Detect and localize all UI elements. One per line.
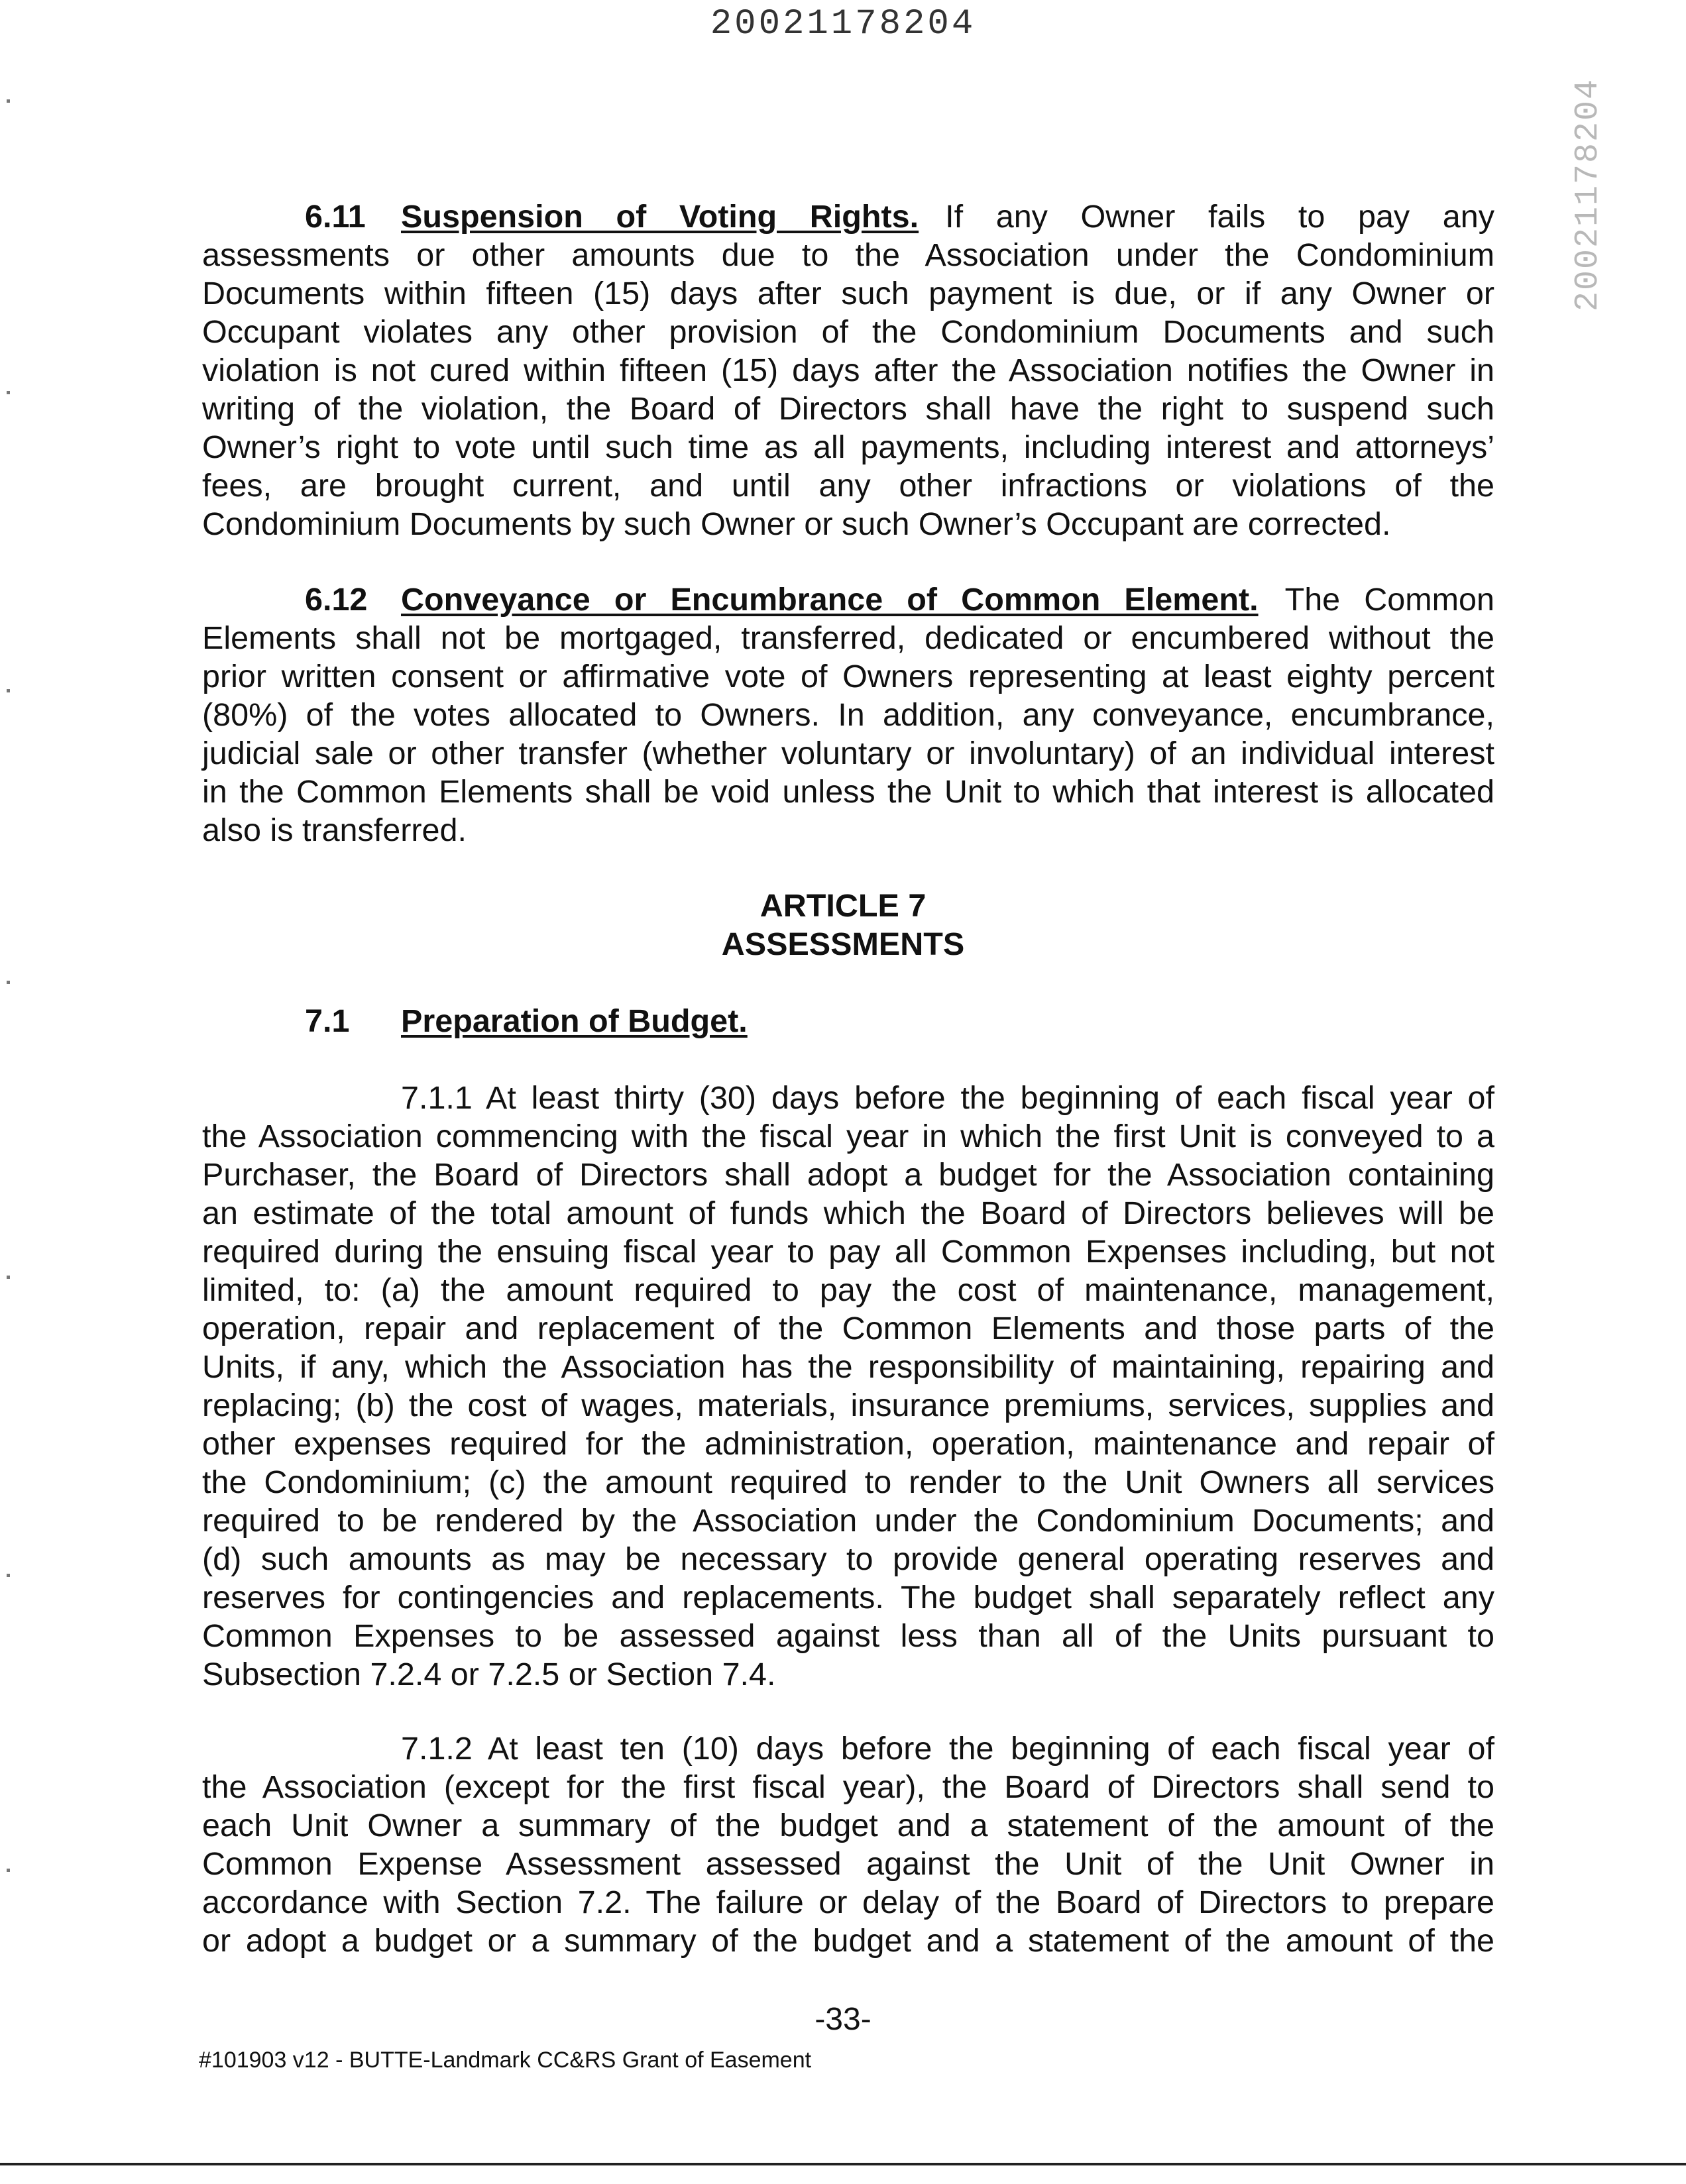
body-line: (80%) of the votes allocated to Owners. In addition, any conveyance, encumbrance,	[202, 697, 1494, 733]
body-line: limited, to: (a) the amount required to pay the cost of maintenance, management,	[202, 1272, 1494, 1308]
body-line: judicial sale or other transfer (whether voluntary or involuntary) of an individual interest	[202, 736, 1494, 771]
page-number: -33-	[815, 2002, 871, 2037]
scan-speck	[7, 1574, 10, 1577]
subsection-7-1-1	[202, 1079, 1494, 1694]
body-line: the Condominium; (c) the amount required to render to the Unit Owners all services	[202, 1464, 1494, 1500]
section-6-11-first-line	[202, 197, 1494, 236]
body-line: Subsection 7.2.4 or 7.2.5 or Section 7.4.	[202, 1657, 776, 1692]
body-line: Elements shall not be mortgaged, transferred, dedicated or encumbered without the	[202, 620, 1494, 656]
article-number: ARTICLE 7	[759, 888, 927, 924]
footer-rule	[0, 2163, 1686, 2165]
body-line: also is transferred.	[202, 812, 467, 848]
body-line: Common Expense Assessment assessed against the Unit of the Unit Owner in	[202, 1846, 1494, 1882]
section-title: Suspension of Voting Rights.	[401, 199, 919, 235]
subsection-first-line	[202, 1079, 1494, 1117]
scan-speck	[7, 1869, 10, 1872]
side-stamp: 20021178204	[1569, 78, 1607, 311]
section-7-1-heading	[202, 1002, 1494, 1040]
body-line: required during the ensuing fiscal year to pay all Common Expenses including, but not	[202, 1234, 1494, 1270]
body-line: Owner’s right to vote until such time as all payments, including interest and attorneys’	[202, 429, 1494, 465]
body-line: prior written consent or affirmative vote of Owners representing at least eighty percent	[202, 659, 1494, 694]
body-line: 7.1.1 At least thirty (30) days before the beginning of each fiscal year of	[401, 1080, 1494, 1116]
section-number: 6.12	[305, 582, 368, 618]
body-line: in the Common Elements shall be void unless the Unit to which that interest is allocated	[202, 774, 1494, 810]
section-title: Conveyance or Encumbrance of Common Element.	[401, 582, 1259, 618]
body-line: accordance with Section 7.2. The failure or delay of the Board of Directors to prepare	[202, 1884, 1494, 1920]
section-title: Preparation of Budget.	[401, 1003, 748, 1039]
body-line: writing of the violation, the Board of Directors shall have the right to suspend such	[202, 391, 1494, 427]
body-line: operation, repair and replacement of the Common Elements and those parts of the	[202, 1311, 1494, 1346]
body-line: assessments or other amounts due to the Association under the Condominium	[202, 237, 1494, 273]
body-line: the Association commencing with the fiscal year in which the first Unit is conveyed to a	[202, 1119, 1494, 1154]
body-line: Condominium Documents by such Owner or such Owner’s Occupant are corrected.	[202, 506, 1391, 542]
body-line: Common Expenses to be assessed against less than all of the Units pursuant to	[202, 1618, 1494, 1654]
body-line: other expenses required for the administration, operation, maintenance and repair of	[202, 1426, 1494, 1462]
scan-speck	[7, 981, 10, 984]
body-line: Documents within fifteen (15) days after such payment is due, or if any Owner or	[202, 276, 1494, 311]
section-number: 7.1	[305, 1003, 350, 1039]
body-line: replacing; (b) the cost of wages, materials, insurance premiums, services, supplies and	[202, 1388, 1494, 1423]
section-6-11	[202, 197, 1494, 543]
body-line: an estimate of the total amount of funds which the Board of Directors believes will be	[202, 1195, 1494, 1231]
section-6-12	[202, 580, 1494, 849]
body-line: each Unit Owner a summary of the budget and a statement of the amount of the	[202, 1808, 1494, 1843]
body-line: Occupant violates any other provision of the Condominium Documents and such	[202, 314, 1494, 350]
body-line: or adopt a budget or a summary of the budget and a statement of the amount of the	[202, 1923, 1494, 1959]
body-line: violation is not cured within fifteen (15) days after the Association notifies the Owner in	[202, 353, 1494, 388]
section-6-12-first-line	[202, 580, 1494, 619]
body-line: (d) such amounts as may be necessary to provide general operating reserves and	[202, 1541, 1494, 1577]
body-line: required to be rendered by the Association under the Condominium Documents; and	[202, 1503, 1494, 1539]
scan-speck	[7, 1276, 10, 1279]
recording-number: 20021178204	[710, 4, 976, 44]
body-line: reserves for contingencies and replacements. The budget shall separately reflect any	[202, 1580, 1494, 1615]
scan-speck	[7, 689, 10, 692]
subsection-7-1-2	[202, 1729, 1494, 1960]
article-heading	[0, 887, 1686, 963]
body-line: If any Owner fails to pay any	[945, 199, 1494, 235]
scan-speck	[7, 99, 10, 103]
section-number: 6.11	[305, 199, 366, 235]
scan-speck	[7, 391, 10, 394]
subsection-first-line	[202, 1729, 1494, 1768]
body-line: Units, if any, which the Association has the responsibility of maintaining, repairing and	[202, 1349, 1494, 1385]
footer-document-id: #101903 v12 - BUTTE-Landmark CC&RS Grant of Easement	[199, 2048, 812, 2073]
body-line: fees, are brought current, and until any other infractions or violations of the	[202, 468, 1494, 504]
body-line: Purchaser, the Board of Directors shall adopt a budget for the Association containing	[202, 1157, 1494, 1193]
body-line: the Association (except for the first fiscal year), the Board of Directors shall send to	[202, 1769, 1494, 1805]
article-title: ASSESSMENTS	[721, 926, 965, 962]
body-line: The Common	[1284, 582, 1495, 618]
body-line: 7.1.2 At least ten (10) days before the beginning of each fiscal year of	[401, 1731, 1494, 1767]
